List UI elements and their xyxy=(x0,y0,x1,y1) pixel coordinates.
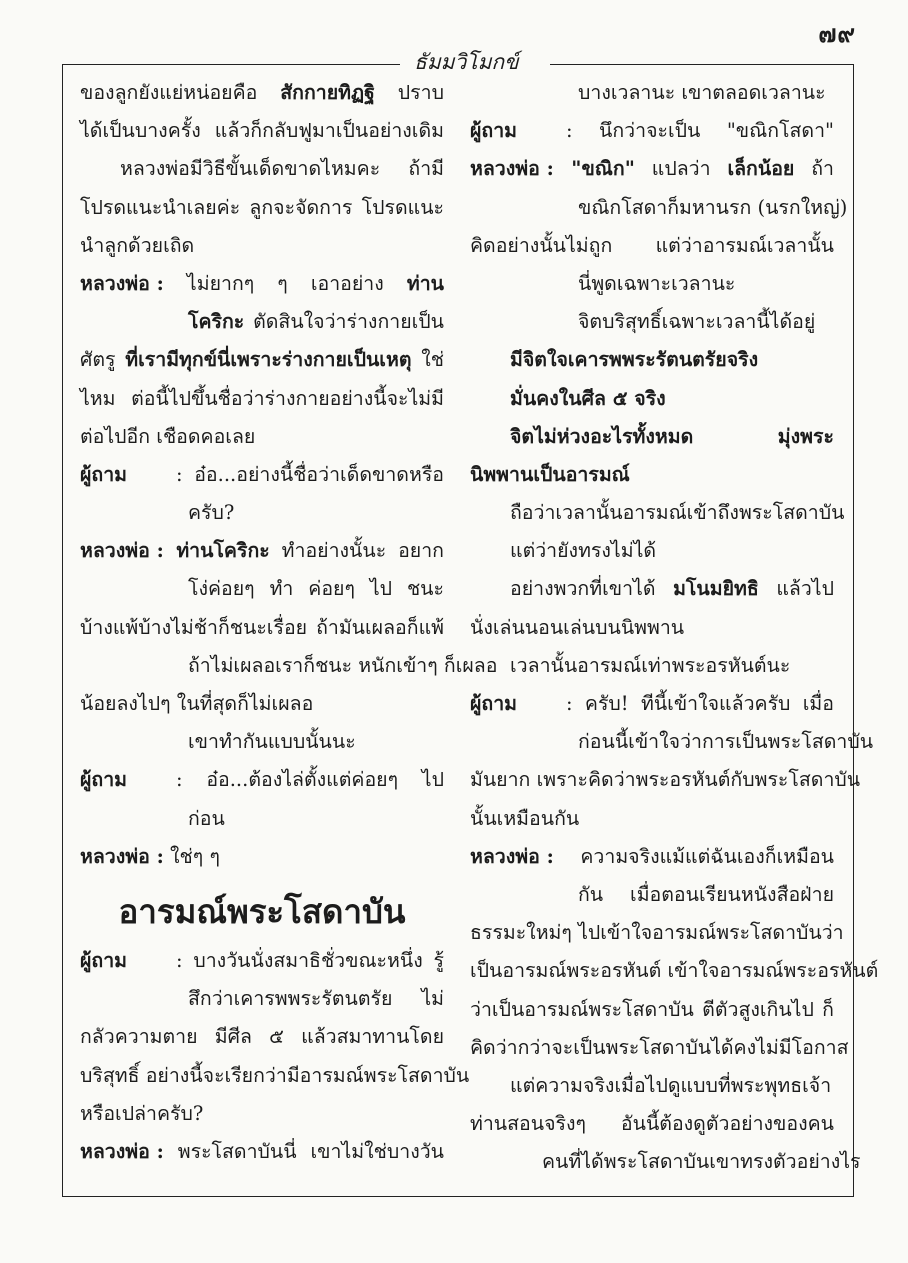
speaker-label: หลวงพ่อ : xyxy=(80,539,164,563)
text-line: แต่ความจริงเมื่อไปดูแบบที่พระพุทธเจ้า xyxy=(510,1073,832,1097)
text-line: กลัวความตาย มีศีล ๕ แล้วสมาทานโดย xyxy=(80,1025,444,1049)
speaker-label: หลวงพ่อ : xyxy=(80,844,164,868)
text-line: นั้นเหมือนกัน xyxy=(470,806,580,830)
speaker-line: ผู้ถาม : บางวันนั่งสมาธิชั่วขณะหนึ่ง รู้ xyxy=(80,942,444,980)
text-line: ว่าเป็นอารมณ์พระโสดาบัน ตีตัวสูงเกินไป ก็ xyxy=(470,997,834,1021)
text-line: มีจิตใจเคารพพระรัตนตรัยจริง xyxy=(510,348,759,372)
text-line: มั่นคงในศีล ๕ จริง xyxy=(510,386,666,410)
text-line: นำลูกด้วยเถิด xyxy=(80,233,195,257)
text-line: จิตบริสุทธิ์เฉพาะเวลานี้ได้อยู่ xyxy=(578,310,816,334)
text-line: ครับ? xyxy=(188,501,235,525)
speaker-label: ผู้ถาม xyxy=(80,462,128,486)
page-number: ๗๙ xyxy=(818,19,856,48)
text-line: บริสุทธิ์ อย่างนี้จะเรียกว่ามีอารมณ์พระโสดาบัน xyxy=(80,1063,470,1087)
text-line: หลวงพ่อมีวิธีขั้นเด็ดขาดไหมคะ ถ้ามี xyxy=(120,157,444,181)
speaker-label: หลวงพ่อ : xyxy=(470,844,554,868)
text-line: คนที่ได้พระโสดาบันเขาทรงตัวอย่างไร xyxy=(542,1150,861,1174)
text-line: คิดอย่างนั้นไม่ถูก แต่ว่าอารมณ์เวลานั้น xyxy=(470,233,834,257)
text-line: ท่านสอนจริงๆ อันนี้ต้องดูตัวอย่างของคน xyxy=(470,1112,834,1136)
speaker-line: ผู้ถาม : อ๋อ...ต้องไล่ตั้งแต่ค่อยๆ ไป xyxy=(80,761,444,799)
section-heading: อารมณ์พระโสดาบัน xyxy=(118,891,406,931)
text-line: ขณิกโสดาก็มหานรก (นรกใหญ่) xyxy=(578,195,848,219)
speaker-line: หลวงพ่อ : พระโสดาบันนี่ เขาไม่ใช่บางวัน xyxy=(80,1133,444,1171)
speaker-label: ผู้ถาม xyxy=(80,948,128,972)
right-column xyxy=(470,74,879,1181)
speaker-label: หลวงพ่อ : xyxy=(470,157,554,181)
text-line: แต่ว่ายังทรงไม่ได้ xyxy=(510,539,657,563)
text-line: เป็นอารมณ์พระอรหันต์ เข้าใจอารมณ์พระอรหันต์ xyxy=(470,959,879,983)
text-line: มันยาก เพราะคิดว่าพระอรหันต์กับพระโสดาบัน xyxy=(470,768,861,792)
speaker-line: หลวงพ่อ : ใช่ๆ ๆ xyxy=(80,838,444,876)
left-column xyxy=(80,74,498,1171)
text-line: ได้เป็นบางครั้ง แล้วก็กลับฟูมาเป็นอย่างเดิม xyxy=(80,119,444,143)
text-line: ศัตรู ที่เรามีทุกข์นี่เพราะร่างกายเป็นเหตุ ใช่ xyxy=(80,348,444,372)
text-line: ก่อน xyxy=(188,806,225,830)
speaker-label: หลวงพ่อ : xyxy=(80,271,164,295)
text-line: ของลูกยังแย่หน่อยคือ สักกายทิฏฐิ ปราบ xyxy=(80,81,444,104)
text-line: ก่อนนี้เข้าใจว่าการเป็นพระโสดาบัน xyxy=(578,730,874,754)
text-line: ต่อไปอีก เชือดคอเลย xyxy=(80,424,256,448)
text-line: คิดว่ากว่าจะเป็นพระโสดาบันได้คงไม่มีโอกาส xyxy=(470,1035,849,1059)
text-line: นิพพานเป็นอารมณ์ xyxy=(470,462,630,486)
text-line: หรือเปล่าครับ? xyxy=(80,1101,204,1125)
text-line: จิตไม่ห่วงอะไรทั้งหมด มุ่งพระ xyxy=(510,424,834,448)
speaker-line: หลวงพ่อ : ไม่ยากๆ ๆ เอาอย่าง ท่าน xyxy=(80,265,444,303)
text-line: โปรดแนะนำเลยค่ะ ลูกจะจัดการ โปรดแนะ xyxy=(80,195,444,219)
text-line: ธรรมะใหม่ๆ ไปเข้าใจอารมณ์พระโสดาบันว่า xyxy=(470,921,844,945)
speaker-line: หลวงพ่อ : ท่านโคริกะ ทำอย่างนั้นะ อยาก xyxy=(80,532,444,570)
text-line: อย่างพวกที่เขาได้ มโนมยิทธิ แล้วไป xyxy=(510,577,834,601)
text-line: โคริกะ ตัดสินใจว่าร่างกายเป็น xyxy=(188,310,444,334)
text-line: บางเวลานะ เขาตลอดเวลานะ xyxy=(578,81,826,104)
text-line: โง่ค่อยๆ ทำ ค่อยๆ ไป ชนะ xyxy=(188,577,444,601)
running-header: ธัมมวิโมกข์ xyxy=(414,50,519,74)
speaker-line: หลวงพ่อ : "ขณิก" แปลว่า เล็กน้อย ถ้า xyxy=(470,150,834,188)
text-line: นี่พูดเฉพาะเวลานะ xyxy=(578,271,736,295)
speaker-label: ผู้ถาม xyxy=(470,119,518,143)
text-line: น้อยลงไปๆ ในที่สุดก็ไม่เผลอ xyxy=(80,692,314,715)
speaker-line: ผู้ถาม : ครับ! ทีนี้เข้าใจแล้วครับ เมื่อ xyxy=(470,685,834,723)
speaker-label: ผู้ถาม xyxy=(470,692,518,715)
text-line: ถือว่าเวลานั้นอารมณ์เข้าถึงพระโสดาบัน xyxy=(510,501,845,525)
speaker-label: หลวงพ่อ : xyxy=(80,1139,164,1163)
text-line: ถ้าไม่เผลอเราก็ชนะ หนักเข้าๆ ก็เผลอ xyxy=(188,653,498,677)
speaker-line: หลวงพ่อ : ความจริงแม้แต่ฉันเองก็เหมือน xyxy=(470,838,834,876)
text-line: ไหม ต่อนี้ไปขึ้นชื่อว่าร่างกายอย่างนี้จะไม่มี xyxy=(80,386,444,410)
speaker-line: ผู้ถาม : อ๋อ...อย่างนี้ชื่อว่าเด็ดขาดหรือ xyxy=(80,456,444,494)
text-line: บ้างแพ้บ้างไม่ช้าก็ชนะเรื่อย ถ้ามันเผลอก็แพ้ xyxy=(80,615,444,639)
text-line: เวลานั้นอารมณ์เท่าพระอรหันต์นะ xyxy=(510,653,791,677)
speaker-line: ผู้ถาม : นึกว่าจะเป็น "ขณิกโสดา" xyxy=(470,112,834,150)
text-line: เขาทำกันแบบนั้นนะ xyxy=(188,730,356,754)
text-line: นั่งเล่นนอนเล่นบนนิพพาน xyxy=(470,615,685,639)
text-line: กัน เมื่อตอนเรียนหนังสือฝ่าย xyxy=(578,882,834,906)
text-line: สึกว่าเคารพพระรัตนตรัย ไม่ xyxy=(188,987,444,1011)
speaker-label: ผู้ถาม xyxy=(80,768,128,792)
